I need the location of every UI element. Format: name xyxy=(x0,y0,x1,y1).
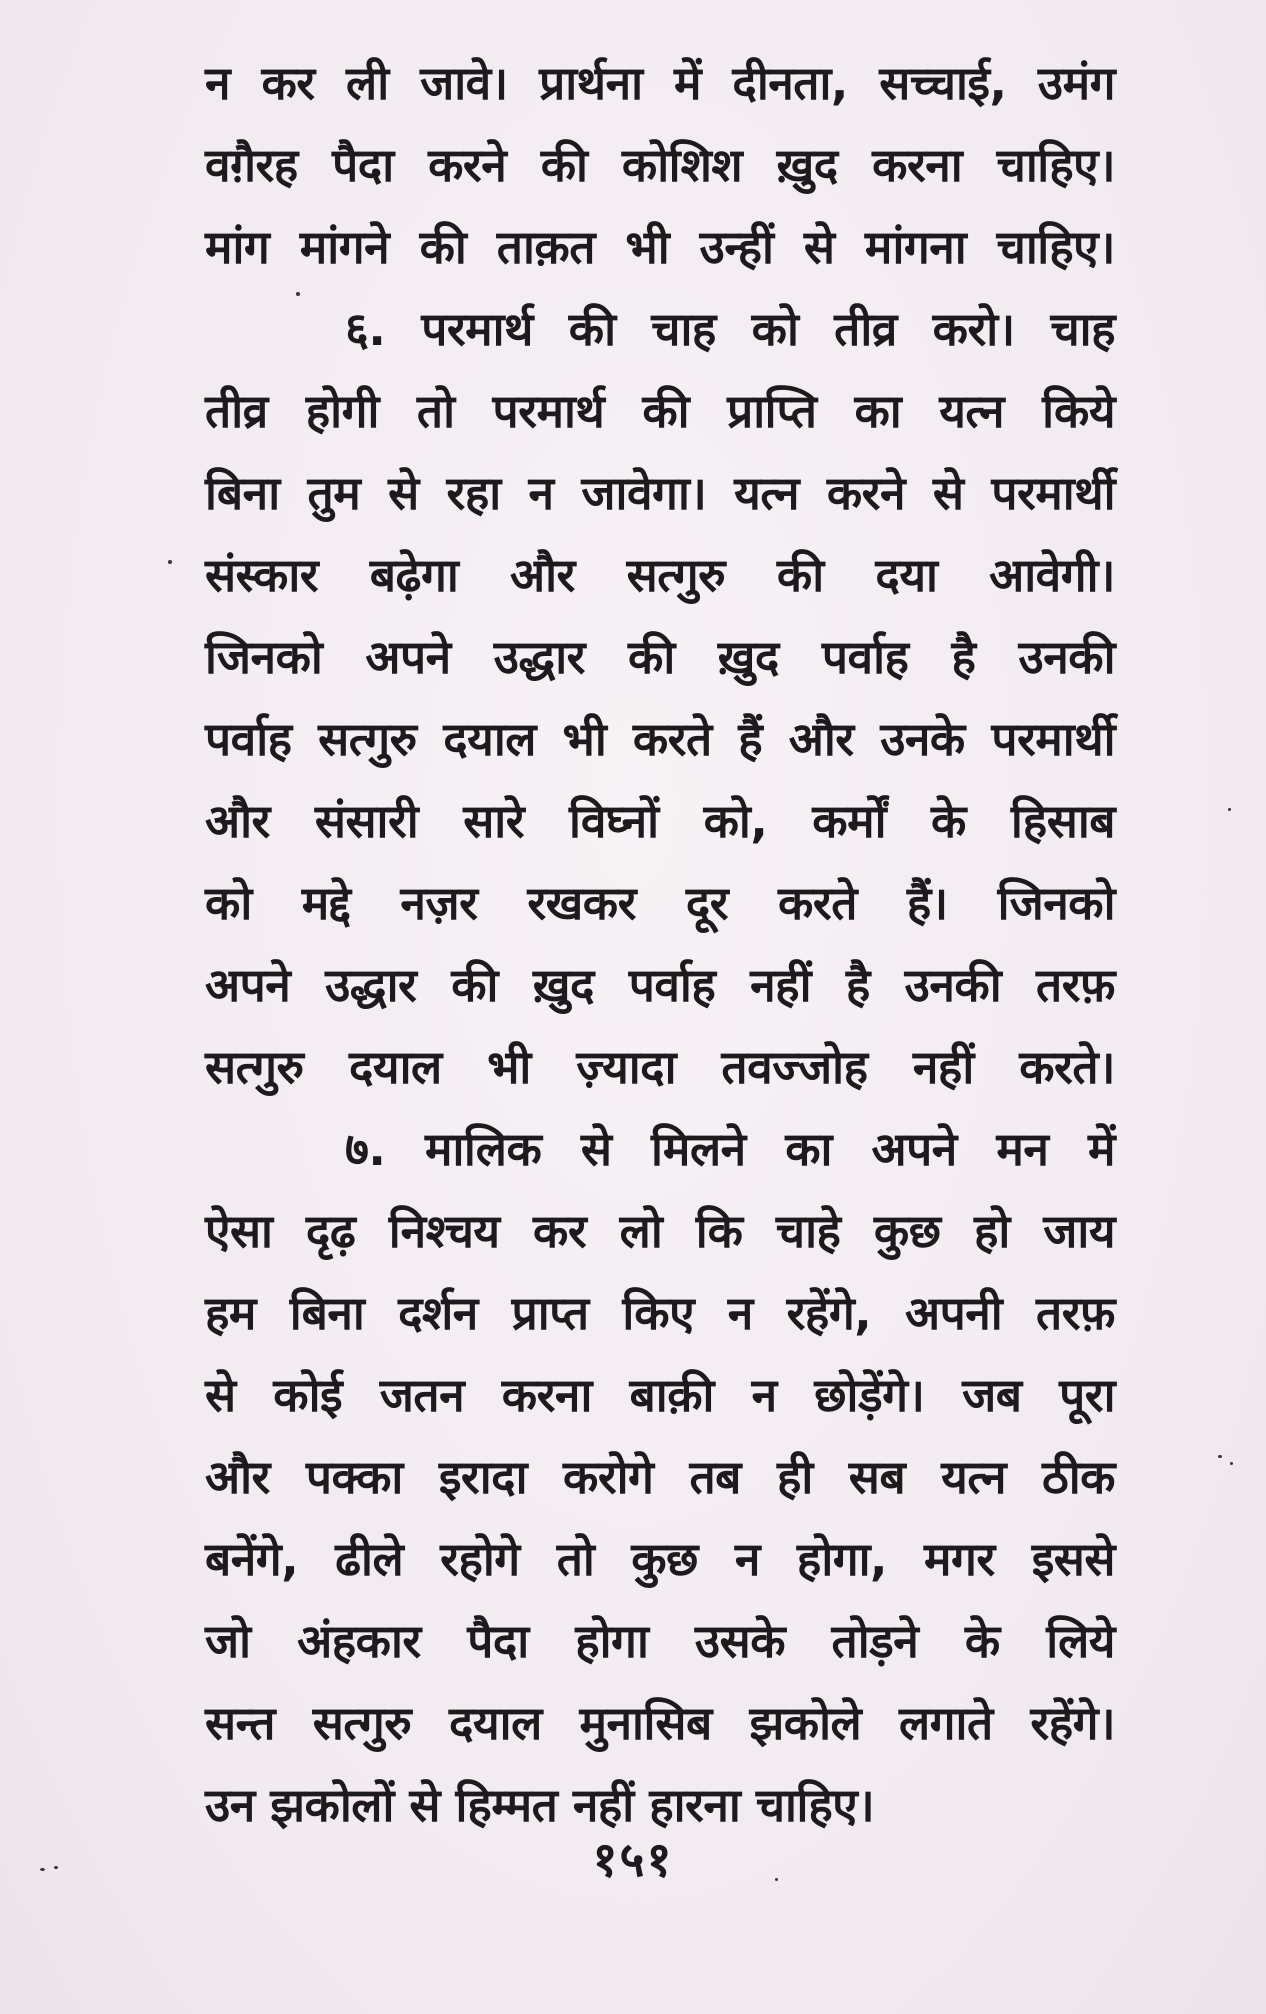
text-line: संस्कार बढ़ेगा और सत्गुरु की दया आवेगी। xyxy=(205,548,1115,602)
text-line: बिना तुम से रहा न जावेगा। यत्न करने से परमार्थी xyxy=(205,466,1115,520)
print-speck xyxy=(54,1866,58,1869)
print-speck xyxy=(1218,1455,1222,1458)
text-line: से कोई जतन करना बाक़ी न छोड़ेंगे। जब पूरा xyxy=(205,1368,1115,1422)
text-line: सन्त सत्गुरु दयाल मुनासिब झकोले लगाते रहेंगे। xyxy=(205,1696,1115,1750)
text-line: तीव्र होगी तो परमार्थ की प्राप्ति का यत्न किये xyxy=(205,384,1115,438)
page-number: १५१ xyxy=(592,1832,674,1888)
text-line: मांग मांगने की ताक़त भी उन्हीं से मांगना चाहिए। xyxy=(205,220,1115,274)
text-line: और संसारी सारे विघ्नों को, कर्मों के हिसाब xyxy=(205,794,1115,848)
text-line: और पक्का इरादा करोगे तब ही सब यत्न ठीक xyxy=(205,1450,1115,1504)
text-line: जो अंहकार पैदा होगा उसके तोड़ने के लिये xyxy=(205,1614,1115,1668)
paragraph-7-start: ७. मालिक से मिलने का अपने मन में xyxy=(345,1122,1115,1176)
text-line: पर्वाह सत्गुरु दयाल भी करते हैं और उनके परमार्थी xyxy=(205,712,1115,766)
text-line: ऐसा दृढ़ निश्चय कर लो कि चाहे कुछ हो जाय xyxy=(205,1204,1115,1258)
text-line: न कर ली जावे। प्रार्थना में दीनता, सच्चाई, उमंग xyxy=(205,56,1115,110)
text-line: को मद्दे नज़र रखकर दूर करते हैं। जिनको xyxy=(205,876,1115,930)
print-speck xyxy=(168,560,172,564)
text-line: वग़ैरह पैदा करने की कोशिश ख़ुद करना चाहिए। xyxy=(205,138,1115,192)
print-speck xyxy=(40,1868,45,1871)
print-speck xyxy=(1230,1462,1233,1465)
print-speck xyxy=(775,1878,778,1881)
text-line: जिनको अपने उद्धार की ख़ुद पर्वाह है उनकी xyxy=(205,630,1115,684)
text-line: बनेंगे, ढीले रहोगे तो कुछ न होगा, मगर इससे xyxy=(205,1532,1115,1586)
text-line: उन झकोलों से हिम्मत नहीं हारना चाहिए। xyxy=(205,1778,875,1832)
paragraph-6-start: ६. परमार्थ की चाह को तीव्र करो। चाह xyxy=(345,302,1115,356)
print-speck xyxy=(1228,808,1231,811)
text-line: अपने उद्धार की ख़ुद पर्वाह नहीं है उनकी तरफ़ xyxy=(205,958,1115,1012)
text-line: हम बिना दर्शन प्राप्त किए न रहेंगे, अपनी तरफ़ xyxy=(205,1286,1115,1340)
body-text xyxy=(205,42,1115,1846)
print-speck xyxy=(296,292,300,296)
text-line: सत्गुरु दयाल भी ज़्यादा तवज्जोह नहीं करते। xyxy=(205,1040,1115,1094)
